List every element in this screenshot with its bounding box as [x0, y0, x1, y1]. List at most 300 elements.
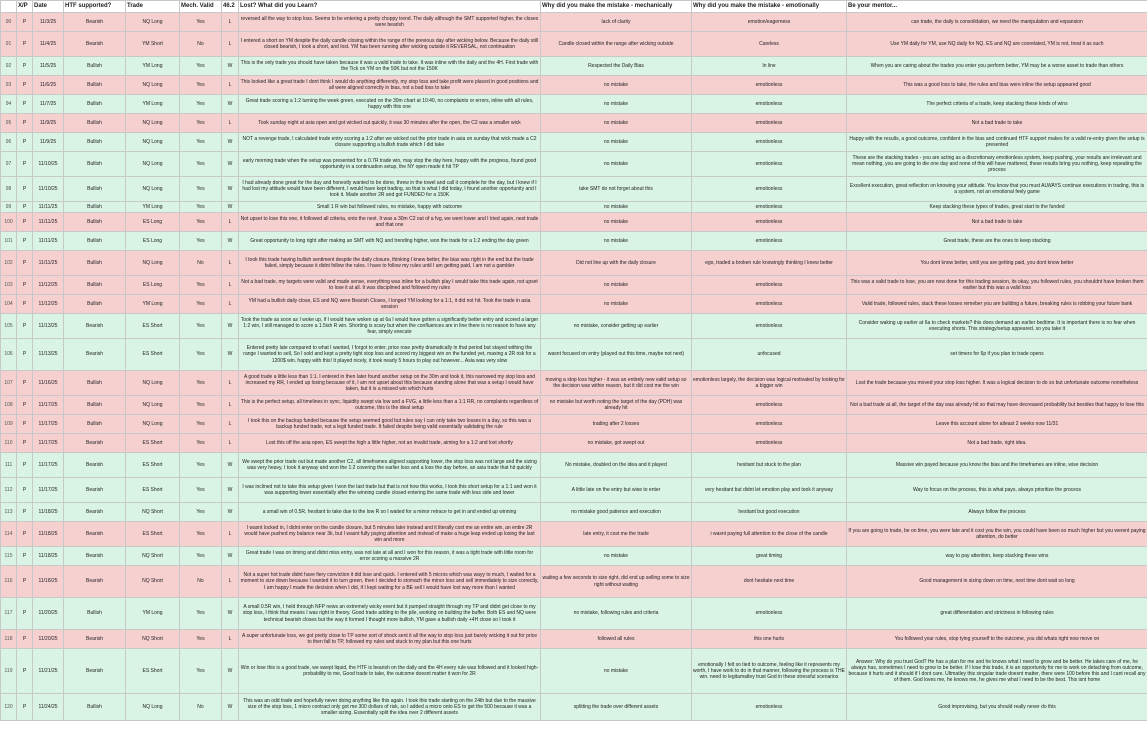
mechanical-reason-cell[interactable]: no mistake: [541, 276, 692, 295]
xp-cell[interactable]: P: [17, 13, 33, 32]
row-number-cell[interactable]: 93: [1, 76, 17, 95]
row-number-cell[interactable]: 108: [1, 396, 17, 415]
table-row[interactable]: [1, 566, 1147, 598]
table-row[interactable]: [1, 57, 1147, 76]
htf-cell[interactable]: Bearish: [64, 503, 126, 522]
header-row-number[interactable]: [1, 1, 17, 13]
mech-valid-cell[interactable]: Yes: [180, 76, 222, 95]
mentor-cell[interactable]: When you are caring about the trades you enter you perform better, YM may be a worse asset to trade than others: [847, 57, 1147, 76]
date-cell[interactable]: 11/12/25: [33, 295, 64, 314]
header-trade[interactable]: Trade: [126, 1, 180, 13]
mech-valid-cell[interactable]: Yes: [180, 522, 222, 547]
trade-cell[interactable]: NQ Short: [126, 566, 180, 598]
date-cell[interactable]: 11/3/25: [33, 13, 64, 32]
mechanical-reason-cell[interactable]: no mistake: [541, 213, 692, 232]
mech-valid-cell[interactable]: Yes: [180, 396, 222, 415]
result-cell[interactable]: L: [222, 114, 239, 133]
mechanical-reason-cell[interactable]: moving a stop loss higher - it was an entirely new valid setup so the decision was within reason, but it did cost me the win: [541, 371, 692, 396]
emotional-reason-cell[interactable]: hesitant but stuck to the plan: [692, 453, 847, 478]
table-row[interactable]: [1, 314, 1147, 339]
mechanical-reason-cell[interactable]: no mistake good patience and execution: [541, 503, 692, 522]
row-number-cell[interactable]: 99: [1, 202, 17, 213]
lesson-cell[interactable]: Win or lose this is a good trade, we swept liquid, the HTF is bearish on the daily and the 4H every rule was followed and it looked high-probability to me, Good trade to take, the outcome doesnt matter it won for 2R: [239, 649, 541, 694]
htf-cell[interactable]: Bullish: [64, 694, 126, 721]
xp-cell[interactable]: P: [17, 232, 33, 251]
date-cell[interactable]: 11/18/25: [33, 566, 64, 598]
date-cell[interactable]: 11/10/25: [33, 152, 64, 177]
emotional-reason-cell[interactable]: Careless: [692, 32, 847, 57]
mech-valid-cell[interactable]: Yes: [180, 152, 222, 177]
row-number-cell[interactable]: 110: [1, 434, 17, 453]
date-cell[interactable]: 11/11/25: [33, 213, 64, 232]
date-cell[interactable]: 11/11/25: [33, 202, 64, 213]
header-mistake-emotionally[interactable]: Why did you make the mistake - emotionally: [692, 1, 847, 13]
table-row[interactable]: [1, 371, 1147, 396]
date-cell[interactable]: 11/18/25: [33, 522, 64, 547]
mech-valid-cell[interactable]: Yes: [180, 13, 222, 32]
trade-cell[interactable]: ES Short: [126, 434, 180, 453]
lesson-cell[interactable]: Small 1 R win but followed rules, no mistake, happy with outcome: [239, 202, 541, 213]
emotional-reason-cell[interactable]: emotionally I felt so tied to outcome, feeling like it represents my worth, I have work to do in that manner, following the process is THE win. need to legitamatley trust God in these stressful scenarios: [692, 649, 847, 694]
mech-valid-cell[interactable]: No: [180, 694, 222, 721]
mentor-cell[interactable]: Use YM daily for YM, use NQ daily for NQ. ES and NQ are coorelated, YM is not, treat it as such: [847, 32, 1147, 57]
mech-valid-cell[interactable]: Yes: [180, 453, 222, 478]
date-cell[interactable]: 11/13/25: [33, 339, 64, 371]
htf-cell[interactable]: Bearish: [64, 434, 126, 453]
lesson-cell[interactable]: a small win of 0.5R, hesitant to take due to the low R so I waited for a minor retrace to get in and ended up winning: [239, 503, 541, 522]
date-cell[interactable]: 11/11/25: [33, 251, 64, 276]
lesson-cell[interactable]: This is the only trade you should have taken because it was a valid trade to take. It was inline with the daily and the 4H. First trade with the Tick on YM on the 50K but not the 150K: [239, 57, 541, 76]
emotional-reason-cell[interactable]: emotionless: [692, 152, 847, 177]
result-cell[interactable]: L: [222, 213, 239, 232]
result-cell[interactable]: L: [222, 522, 239, 547]
table-row[interactable]: [1, 133, 1147, 152]
emotional-reason-cell[interactable]: emotionless: [692, 598, 847, 630]
trade-cell[interactable]: YM Long: [126, 202, 180, 213]
result-cell[interactable]: L: [222, 415, 239, 434]
htf-cell[interactable]: Bearish: [64, 566, 126, 598]
xp-cell[interactable]: P: [17, 434, 33, 453]
htf-cell[interactable]: Bearish: [64, 13, 126, 32]
table-row[interactable]: [1, 13, 1147, 32]
row-number-cell[interactable]: 95: [1, 114, 17, 133]
mentor-cell[interactable]: great differentiation and strictness in following rules: [847, 598, 1147, 630]
trade-cell[interactable]: ES Short: [126, 314, 180, 339]
mech-valid-cell[interactable]: Yes: [180, 232, 222, 251]
mech-valid-cell[interactable]: Yes: [180, 478, 222, 503]
lesson-cell[interactable]: Great opportunity to long right after making an SMT with NQ and trending higher, won the trade for a 1:2 ending the day green: [239, 232, 541, 251]
mech-valid-cell[interactable]: Yes: [180, 547, 222, 566]
mechanical-reason-cell[interactable]: no mistake: [541, 114, 692, 133]
date-cell[interactable]: 11/17/25: [33, 434, 64, 453]
mentor-cell[interactable]: Good management in sizing down on time, next time dont wait so long: [847, 566, 1147, 598]
xp-cell[interactable]: P: [17, 371, 33, 396]
row-number-cell[interactable]: 90: [1, 13, 17, 32]
xp-cell[interactable]: P: [17, 76, 33, 95]
lesson-cell[interactable]: We swept the prior trade out but made another C2, all timeframes aligned supporting lower, the stop loss was not large and the sizing was very heavy, I took it anyway and won the 1:2 covering the earlier loss and a loss the day before, an asia trade that hit quickly: [239, 453, 541, 478]
xp-cell[interactable]: P: [17, 95, 33, 114]
table-row[interactable]: [1, 396, 1147, 415]
table-row[interactable]: [1, 547, 1147, 566]
row-number-cell[interactable]: 105: [1, 314, 17, 339]
date-cell[interactable]: 11/17/25: [33, 415, 64, 434]
xp-cell[interactable]: P: [17, 598, 33, 630]
emotional-reason-cell[interactable]: great timing: [692, 547, 847, 566]
emotional-reason-cell[interactable]: emotionless: [692, 114, 847, 133]
row-number-cell[interactable]: 118: [1, 630, 17, 649]
xp-cell[interactable]: P: [17, 339, 33, 371]
mentor-cell[interactable]: Not a bad trade, right idea.: [847, 434, 1147, 453]
trade-cell[interactable]: ES Short: [126, 522, 180, 547]
row-number-cell[interactable]: 107: [1, 371, 17, 396]
result-cell[interactable]: L: [222, 76, 239, 95]
lesson-cell[interactable]: I took this trade having bullish sentiment despite the daily closure, thinking I knew better, the bias was right in the end but the trade failed, simply because it didnt follow the rules. I have to follow my rules until I am getting paid, I am not a gambler: [239, 251, 541, 276]
emotional-reason-cell[interactable]: emotionless: [692, 276, 847, 295]
mech-valid-cell[interactable]: No: [180, 251, 222, 276]
xp-cell[interactable]: P: [17, 503, 33, 522]
mechanical-reason-cell[interactable]: take SMT do not forget about this: [541, 177, 692, 202]
table-row[interactable]: [1, 694, 1147, 721]
trade-cell[interactable]: YM Short: [126, 32, 180, 57]
table-row[interactable]: [1, 76, 1147, 95]
mech-valid-cell[interactable]: No: [180, 32, 222, 57]
lesson-cell[interactable]: This looked like a great trade I dont think I would do anything differently, my stop loss and take profit were placed in good positions and all were aligned correctly in bias, not a bad loss to take: [239, 76, 541, 95]
mentor-cell[interactable]: Not a bad trade to take: [847, 114, 1147, 133]
mechanical-reason-cell[interactable]: no mistake: [541, 547, 692, 566]
htf-cell[interactable]: Bullish: [64, 114, 126, 133]
mentor-cell[interactable]: The perfect criteria of a trade, keep stacking these kinds of wins: [847, 95, 1147, 114]
lesson-cell[interactable]: NOT a revenge trade, I calculated trade entry scoring a 1:2 after we wicked out the prior trade in asia on sunday that wick made a C2 closure supporting a bullish trade which I did take: [239, 133, 541, 152]
date-cell[interactable]: 11/10/25: [33, 177, 64, 202]
mentor-cell[interactable]: Happy with the results, a good outcome, confident in the bias and continued HTF support makes for a valid re-entry given the setup is presented: [847, 133, 1147, 152]
mechanical-reason-cell[interactable]: no mistake: [541, 202, 692, 213]
mech-valid-cell[interactable]: Yes: [180, 434, 222, 453]
result-cell[interactable]: W: [222, 57, 239, 76]
mech-valid-cell[interactable]: Yes: [180, 598, 222, 630]
row-number-cell[interactable]: 106: [1, 339, 17, 371]
table-row[interactable]: [1, 522, 1147, 547]
xp-cell[interactable]: P: [17, 295, 33, 314]
row-number-cell[interactable]: 115: [1, 547, 17, 566]
htf-cell[interactable]: Bearish: [64, 522, 126, 547]
xp-cell[interactable]: P: [17, 114, 33, 133]
xp-cell[interactable]: P: [17, 566, 33, 598]
mentor-cell[interactable]: Way to focus on the process, this is what pays, always prioritize the process: [847, 478, 1147, 503]
emotional-reason-cell[interactable]: emotionless largely, the decision was logical motivated by looking for a bigger win: [692, 371, 847, 396]
mentor-cell[interactable]: Answer: Why do you trust God? He has a plan for me and he knows what I need to grow and be better. He takes care of me, he always has, sometimes I need to grow to be better. If I lose this trade, it is an opportunity for me to work on detaching from outcome, because it hurts and it should if I dont care. Ultmatley this singular trade doesnt matter, there were 100 before this and I cant recall any of them. God loves me, he knows me, he gives me what I need to be the best. This isnt home: [847, 649, 1147, 694]
mentor-cell[interactable]: Not a bad trade at all, the target of the day was already hit so that may have decreased probability but besides that happy to lose this: [847, 396, 1147, 415]
htf-cell[interactable]: Bearish: [64, 649, 126, 694]
mechanical-reason-cell[interactable]: wasnt focused on entry (played out this time, maybe not next): [541, 339, 692, 371]
emotional-reason-cell[interactable]: unfocused: [692, 339, 847, 371]
htf-cell[interactable]: Bullish: [64, 213, 126, 232]
result-cell[interactable]: L: [222, 276, 239, 295]
emotional-reason-cell[interactable]: emotionless: [692, 434, 847, 453]
lesson-cell[interactable]: Took the trade as soon as I woke up, if I would have woken up at 6a I would have gotten a significantly better entry and scored a larger 1:2 win, I still managed to score a 1.5ish R win. Shorting is scary but when the confluences are in line there is no reason to have any fear, simply execute: [239, 314, 541, 339]
mechanical-reason-cell[interactable]: no mistake, got swept out: [541, 434, 692, 453]
row-number-cell[interactable]: 104: [1, 295, 17, 314]
lesson-cell[interactable]: Entered pretty late compared to what I wanted, I forgot to enter, price rose pretty dramatically in that period but stayed withing the range I wanted to sell, So I sold and kept a pretty tight stop loss and scored my biggest win on the funded yet, maxing a 2R risk for a 1200$ win. happy with this! It played nicely, it took nearly 5 hours to play out however... Asia was very slow: [239, 339, 541, 371]
trade-cell[interactable]: ES Long: [126, 213, 180, 232]
result-cell[interactable]: W: [222, 232, 239, 251]
result-cell[interactable]: L: [222, 251, 239, 276]
mechanical-reason-cell[interactable]: no mistake: [541, 95, 692, 114]
result-cell[interactable]: W: [222, 133, 239, 152]
date-cell[interactable]: 11/13/25: [33, 314, 64, 339]
mechanical-reason-cell[interactable]: Respected the Daily Bias: [541, 57, 692, 76]
mechanical-reason-cell[interactable]: followed all rules: [541, 630, 692, 649]
lesson-cell[interactable]: I entered a short on YM despite the daily candle closing within the range of the previous day after wicking below. Because the daily still closed bearish, I took a short, and lost. YM has been running after wicking outside it REVERSAL, not continuation: [239, 32, 541, 57]
lesson-cell[interactable]: reversed all the way to stop loss. Seems to be entering a pretty choppy trend. The daily although the SMT supported higher, the closes were bearish: [239, 13, 541, 32]
xp-cell[interactable]: P: [17, 478, 33, 503]
mentor-cell[interactable]: Consider waking up earlier at 6a to check markets? this does demand an earlier bedtime. It is important there is no fear when executing shorts. This strategy/setup appeared, so you take it: [847, 314, 1147, 339]
row-number-cell[interactable]: 112: [1, 478, 17, 503]
date-cell[interactable]: 11/21/25: [33, 649, 64, 694]
xp-cell[interactable]: P: [17, 177, 33, 202]
header-462[interactable]: 46.2: [222, 1, 239, 13]
lesson-cell[interactable]: Lost this off the asia open, ES swept the high a little higher, not an invalid trade, aiming for a 1:2 and lost shortly: [239, 434, 541, 453]
xp-cell[interactable]: P: [17, 202, 33, 213]
xp-cell[interactable]: P: [17, 630, 33, 649]
emotional-reason-cell[interactable]: this one hurts: [692, 630, 847, 649]
mentor-cell[interactable]: If you are going to trade, be on time, you were late and it cost you the win, you could have been so much higher but you werent paying attention, do better: [847, 522, 1147, 547]
mechanical-reason-cell[interactable]: trading after 2 losses: [541, 415, 692, 434]
mech-valid-cell[interactable]: Yes: [180, 295, 222, 314]
date-cell[interactable]: 11/6/25: [33, 76, 64, 95]
mechanical-reason-cell[interactable]: no mistake: [541, 133, 692, 152]
trade-cell[interactable]: ES Short: [126, 649, 180, 694]
mechanical-reason-cell[interactable]: no mistake, following rules and criteria: [541, 598, 692, 630]
mentor-cell[interactable]: way to pay attention, keep stacking these wins: [847, 547, 1147, 566]
mentor-cell[interactable]: set timers for 6p if you plan to trade opens: [847, 339, 1147, 371]
mechanical-reason-cell[interactable]: splitting the trade over different assets: [541, 694, 692, 721]
table-row[interactable]: [1, 177, 1147, 202]
emotional-reason-cell[interactable]: emotionless: [692, 396, 847, 415]
htf-cell[interactable]: Bullish: [64, 598, 126, 630]
emotional-reason-cell[interactable]: emotionless: [692, 177, 847, 202]
htf-cell[interactable]: Bullish: [64, 76, 126, 95]
xp-cell[interactable]: P: [17, 547, 33, 566]
date-cell[interactable]: 11/7/25: [33, 95, 64, 114]
table-row[interactable]: [1, 95, 1147, 114]
htf-cell[interactable]: Bearish: [64, 630, 126, 649]
row-number-cell[interactable]: 111: [1, 453, 17, 478]
mentor-cell[interactable]: This was a valid trade to lose, you are now done for this trading session, its okay, you followed rules, you shouldnt have broken them earlier but this was a valid loss: [847, 276, 1147, 295]
table-row[interactable]: [1, 276, 1147, 295]
mentor-cell[interactable]: Not a bad trade to take: [847, 213, 1147, 232]
date-cell[interactable]: 11/24/25: [33, 694, 64, 721]
mech-valid-cell[interactable]: Yes: [180, 276, 222, 295]
emotional-reason-cell[interactable]: emotionless: [692, 133, 847, 152]
lesson-cell[interactable]: Great trade I was on timing and didnt miss entry, was not late at all and I won for this reason, it was a tight trade with little room for error scoring a massive 2R: [239, 547, 541, 566]
result-cell[interactable]: W: [222, 547, 239, 566]
lesson-cell[interactable]: early morning trade when the setup was presented for a 0.7R trade win, may stop the day here, happy with the progress, found good opportunity in a continuation setup, the NY open made it hit TP: [239, 152, 541, 177]
date-cell[interactable]: 11/20/25: [33, 598, 64, 630]
result-cell[interactable]: W: [222, 503, 239, 522]
mechanical-reason-cell[interactable]: no mistake, consider getting up earlier: [541, 314, 692, 339]
emotional-reason-cell[interactable]: dont hesitate next time: [692, 566, 847, 598]
htf-cell[interactable]: Bullish: [64, 295, 126, 314]
date-cell[interactable]: 11/17/25: [33, 396, 64, 415]
htf-cell[interactable]: Bullish: [64, 152, 126, 177]
header-xp[interactable]: X/P: [17, 1, 33, 13]
emotional-reason-cell[interactable]: i wasnt paying full attention to the close of the candle: [692, 522, 847, 547]
htf-cell[interactable]: Bullish: [64, 202, 126, 213]
mech-valid-cell[interactable]: Yes: [180, 503, 222, 522]
table-row[interactable]: [1, 415, 1147, 434]
table-row[interactable]: [1, 630, 1147, 649]
mentor-cell[interactable]: You followed your rules, stop tying yourself to the outcome, you did whats right now move on: [847, 630, 1147, 649]
result-cell[interactable]: W: [222, 649, 239, 694]
trade-cell[interactable]: NQ Long: [126, 76, 180, 95]
table-row[interactable]: [1, 339, 1147, 371]
emotional-reason-cell[interactable]: emotion/eagerness: [692, 13, 847, 32]
mentor-cell[interactable]: can trade, the daily is consolidation, we need the manipulation and expansion: [847, 13, 1147, 32]
emotional-reason-cell[interactable]: emotionless: [692, 202, 847, 213]
lesson-cell[interactable]: I had already done great for the day and honestly wanted to be done, threw in the towel and call it complete for the day, but I knew if I had lost my attitude would have been different, I would have kept trading, so that is what I did today, I found another opportunity and I took it. Made another 2R and got FUNDED for a 150K: [239, 177, 541, 202]
result-cell[interactable]: W: [222, 478, 239, 503]
mech-valid-cell[interactable]: Yes: [180, 415, 222, 434]
htf-cell[interactable]: Bullish: [64, 415, 126, 434]
xp-cell[interactable]: P: [17, 396, 33, 415]
trade-cell[interactable]: NQ Short: [126, 503, 180, 522]
trade-cell[interactable]: ES Long: [126, 232, 180, 251]
header-htf-supported[interactable]: HTF supported?: [64, 1, 126, 13]
emotional-reason-cell[interactable]: emotionless: [692, 95, 847, 114]
date-cell[interactable]: 11/5/25: [33, 57, 64, 76]
xp-cell[interactable]: P: [17, 276, 33, 295]
emotional-reason-cell[interactable]: emotionless: [692, 213, 847, 232]
table-row[interactable]: [1, 114, 1147, 133]
date-cell[interactable]: 11/4/25: [33, 32, 64, 57]
mentor-cell[interactable]: Lost the trade because you moved your stop loss higher. It was a logical decision to do so but unfortunate outcome nonetheless: [847, 371, 1147, 396]
row-number-cell[interactable]: 92: [1, 57, 17, 76]
header-mistake-mechanically[interactable]: Why did you make the mistake - mechanically: [541, 1, 692, 13]
result-cell[interactable]: L: [222, 295, 239, 314]
mechanical-reason-cell[interactable]: no mistake: [541, 76, 692, 95]
result-cell[interactable]: L: [222, 396, 239, 415]
row-number-cell[interactable]: 96: [1, 133, 17, 152]
mech-valid-cell[interactable]: Yes: [180, 202, 222, 213]
emotional-reason-cell[interactable]: emotionless: [692, 232, 847, 251]
row-number-cell[interactable]: 97: [1, 152, 17, 177]
mechanical-reason-cell[interactable]: A little late on the entry but wise to enter: [541, 478, 692, 503]
emotional-reason-cell[interactable]: emotionless: [692, 314, 847, 339]
trade-cell[interactable]: ES Short: [126, 478, 180, 503]
mech-valid-cell[interactable]: Yes: [180, 649, 222, 694]
mechanical-reason-cell[interactable]: no mistake: [541, 649, 692, 694]
row-number-cell[interactable]: 100: [1, 213, 17, 232]
result-cell[interactable]: W: [222, 202, 239, 213]
htf-cell[interactable]: Bullish: [64, 133, 126, 152]
mechanical-reason-cell[interactable]: lack of clarity: [541, 13, 692, 32]
mech-valid-cell[interactable]: Yes: [180, 133, 222, 152]
header-be-your-mentor[interactable]: Be your mentor...: [847, 1, 1147, 13]
row-number-cell[interactable]: 116: [1, 566, 17, 598]
result-cell[interactable]: W: [222, 339, 239, 371]
row-number-cell[interactable]: 102: [1, 251, 17, 276]
xp-cell[interactable]: P: [17, 522, 33, 547]
lesson-cell[interactable]: Not a super hot trade didnt have fiery conviction it did lose and quick. I entered with 5 micros which was wayy to much, I waited for a moment to size down because I wanted it to turn green, then I decided to stomach the minor loss and sell immediately to size correctly, I am happy I made the decision when I did, if I kept waiting for a BE sell I would have lost way more than I wanted: [239, 566, 541, 598]
htf-cell[interactable]: Bearish: [64, 547, 126, 566]
row-number-cell[interactable]: 117: [1, 598, 17, 630]
emotional-reason-cell[interactable]: emotionless: [692, 76, 847, 95]
trade-cell[interactable]: NQ Long: [126, 396, 180, 415]
trade-cell[interactable]: NQ Long: [126, 251, 180, 276]
mechanical-reason-cell[interactable]: late entry, it cost me the trade: [541, 522, 692, 547]
lesson-cell[interactable]: Took sunday night at asia open and got wicked out quickly, it was 30 minutes after the open, the C2 was a smaller wick: [239, 114, 541, 133]
date-cell[interactable]: 11/18/25: [33, 547, 64, 566]
result-cell[interactable]: L: [222, 434, 239, 453]
result-cell[interactable]: L: [222, 630, 239, 649]
htf-cell[interactable]: Bearish: [64, 314, 126, 339]
mentor-cell[interactable]: Always follow the process: [847, 503, 1147, 522]
mentor-cell[interactable]: Valid trade, followed rules, stack these losses remeber you are building a future, breaking rules is robbing your future bank: [847, 295, 1147, 314]
table-row[interactable]: [1, 453, 1147, 478]
emotional-reason-cell[interactable]: ego, traded a broken rule knowingly thinking I knew better: [692, 251, 847, 276]
emotional-reason-cell[interactable]: hesitant but good execution: [692, 503, 847, 522]
htf-cell[interactable]: Bearish: [64, 32, 126, 57]
date-cell[interactable]: 11/12/25: [33, 276, 64, 295]
htf-cell[interactable]: Bearish: [64, 453, 126, 478]
row-number-cell[interactable]: 98: [1, 177, 17, 202]
trade-cell[interactable]: NQ Short: [126, 630, 180, 649]
mentor-cell[interactable]: These are the stacking trades - you are acting as a discretionary emotionless system, keep pushing, your results are irrelevant and mean nothing, you are going to die one day and none of this will have mattered, these results bring you nothing, keep repeating the process: [847, 152, 1147, 177]
xp-cell[interactable]: P: [17, 453, 33, 478]
htf-cell[interactable]: Bullish: [64, 251, 126, 276]
htf-cell[interactable]: Bullish: [64, 57, 126, 76]
result-cell[interactable]: W: [222, 598, 239, 630]
trade-cell[interactable]: YM Long: [126, 598, 180, 630]
htf-cell[interactable]: Bearish: [64, 478, 126, 503]
mech-valid-cell[interactable]: Yes: [180, 57, 222, 76]
emotional-reason-cell[interactable]: emotionless: [692, 295, 847, 314]
mechanical-reason-cell[interactable]: Candle closed within the range after wicking outside: [541, 32, 692, 57]
mentor-cell[interactable]: Leave this account alone for atleast 2 weeks now 11/31: [847, 415, 1147, 434]
trade-cell[interactable]: ES Long: [126, 276, 180, 295]
trade-cell[interactable]: NQ Long: [126, 371, 180, 396]
date-cell[interactable]: 11/9/25: [33, 133, 64, 152]
mechanical-reason-cell[interactable]: no mistake: [541, 232, 692, 251]
table-row[interactable]: [1, 478, 1147, 503]
lesson-cell[interactable]: This was an odd trade and hopefully never doing anything like this again. I took this trade starting on the 24th but due to the massive size of the stop loss, 1 micro contract only got me 300 dollars of risk, so I added a micro onto ES to get the 500 because it was a smaller sizing. Essentially split the idea over 2 different assets: [239, 694, 541, 721]
mechanical-reason-cell[interactable]: no mistake: [541, 152, 692, 177]
mech-valid-cell[interactable]: Yes: [180, 339, 222, 371]
mentor-cell[interactable]: You dont know better, until you are getting paid, you dont know better: [847, 251, 1147, 276]
mentor-cell[interactable]: Massive win payed because you know the bias and the timeframes are inline, wise decision: [847, 453, 1147, 478]
emotional-reason-cell[interactable]: emotionless: [692, 415, 847, 434]
date-cell[interactable]: 11/18/25: [33, 503, 64, 522]
trade-cell[interactable]: NQ Long: [126, 133, 180, 152]
mentor-cell[interactable]: This was a good loss to take, the rules and bias were inline the setup appeared good: [847, 76, 1147, 95]
table-row[interactable]: [1, 152, 1147, 177]
row-number-cell[interactable]: 94: [1, 95, 17, 114]
mentor-cell[interactable]: Great trade, these are the ones to keep stacking: [847, 232, 1147, 251]
table-row[interactable]: [1, 251, 1147, 276]
lesson-cell[interactable]: Great trade scoring a 1:2 turning the week green, executed on the 30m chart at 10:40, no complaints or errors, inline with all rules, happy with this one: [239, 95, 541, 114]
table-row[interactable]: [1, 649, 1147, 694]
mechanical-reason-cell[interactable]: waiting a few seconds to size right, did end up selling some to size right without waiting: [541, 566, 692, 598]
lesson-cell[interactable]: Not upset to lose this one, it followed all criteria, onto the next. It was a 30m C2 out of a fvg, we went lower and I tried again, next trade and that one: [239, 213, 541, 232]
date-cell[interactable]: 11/17/25: [33, 453, 64, 478]
date-cell[interactable]: 11/20/25: [33, 630, 64, 649]
mech-valid-cell[interactable]: Yes: [180, 213, 222, 232]
lesson-cell[interactable]: A good trade a little less than 1:1. I entered in then later found another setup on the 30m and took it, this narrowed my stop loss and increased my RR, I ended up losing because of it, I am not upset about this because standing alone that was a setup I would have taken, but it is a missed win which hurts: [239, 371, 541, 396]
result-cell[interactable]: W: [222, 95, 239, 114]
htf-cell[interactable]: Bullish: [64, 396, 126, 415]
row-number-cell[interactable]: 91: [1, 32, 17, 57]
xp-cell[interactable]: P: [17, 694, 33, 721]
